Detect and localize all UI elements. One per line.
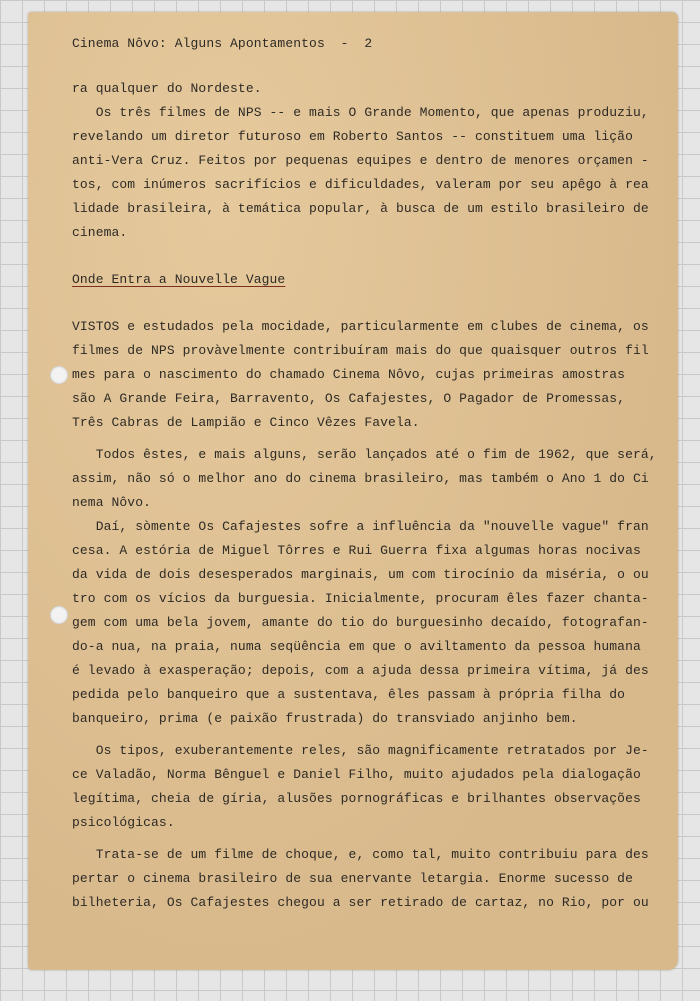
punch-hole [50, 366, 68, 384]
text-line: psicológicas. [72, 815, 175, 830]
text-line: ra qualquer do Nordeste. [72, 81, 262, 96]
text-line: assim, não só o melhor ano do cinema brasileiro, mas também o Ano 1 do Ci [72, 471, 649, 486]
text-line: mes para o nascimento do chamado Cinema Nôvo, cujas primeiras amostras [72, 367, 626, 382]
text-line: Três Cabras de Lampião e Cinco Vêzes Favela. [72, 415, 420, 430]
text-line: Todos êstes, e mais alguns, serão lançados até o fim de 1962, que será, [72, 447, 657, 462]
text-line: cesa. A estória de Miguel Tôrres e Rui Guerra fixa algumas horas nocivas [72, 543, 641, 558]
text-line: bilheteria, Os Cafajestes chegou a ser retirado de cartaz, no Rio, por ou [72, 895, 649, 910]
text-line: revelando um diretor futuroso em Roberto Santos -- constituem uma lição [72, 129, 633, 144]
text-line: ce Valadão, Norma Bênguel e Daniel Filho, muito ajudados pela dialogação [72, 767, 641, 782]
text-line: VISTOS e estudados pela mocidade, particularmente em clubes de cinema, os [72, 319, 649, 334]
text-line: pedida pelo banqueiro que a sustentava, êles passam à própria filha do [72, 687, 626, 702]
text-line: Daí, sòmente Os Cafajestes sofre a influência da "nouvelle vague" fran [72, 519, 649, 534]
section-heading: Onde Entra a Nouvelle Vague [72, 272, 286, 287]
text-line: é levado à exasperação; depois, com a ajuda dessa primeira vítima, já des [72, 663, 649, 678]
text-line: legítima, cheia de gíria, alusões pornográficas e brilhantes observações [72, 791, 641, 806]
text-line: lidade brasileira, à temática popular, à busca de um estilo brasileiro de [72, 201, 649, 216]
text-line: do-a nua, na praia, numa seqüência em que o aviltamento da pessoa humana [72, 639, 641, 654]
text-line: cinema. [72, 225, 128, 240]
text-line: da vida de dois desesperados marginais, um com tirocínio da miséria, o ou [72, 567, 649, 582]
text-line: nema Nôvo. [72, 495, 152, 510]
text-line: gem com uma bela jovem, amante do tio do burguesinho decaído, fotografan- [72, 615, 649, 630]
text-line: tro com os vícios da burguesia. Inicialmente, procuram êles fazer chanta- [72, 591, 649, 606]
text-line: Os tipos, exuberantemente reles, são magnificamente retratados por Je- [72, 743, 649, 758]
page-header: Cinema Nôvo: Alguns Apontamentos - 2 [72, 36, 373, 51]
text-line: filmes de NPS provàvelmente contribuíram mais do que quaisquer outros fil [72, 343, 649, 358]
text-line: tos, com inúmeros sacrifícios e dificuldades, valeram por seu apêgo à rea [72, 177, 649, 192]
text-line: Os três filmes de NPS -- e mais O Grande Momento, que apenas produziu, [72, 105, 649, 120]
text-line: pertar o cinema brasileiro de sua enervante letargia. Enorme sucesso de [72, 871, 633, 886]
text-line: banqueiro, prima (e paixão frustrada) do transviado anjinho bem. [72, 711, 578, 726]
text-line: anti-Vera Cruz. Feitos por pequenas equipes e dentro de menores orçamen - [72, 153, 649, 168]
punch-hole [50, 606, 68, 624]
text-line: Trata-se de um filme de choque, e, como tal, muito contribuiu para des [72, 847, 649, 862]
text-line: são A Grande Feira, Barravento, Os Cafajestes, O Pagador de Promessas, [72, 391, 626, 406]
